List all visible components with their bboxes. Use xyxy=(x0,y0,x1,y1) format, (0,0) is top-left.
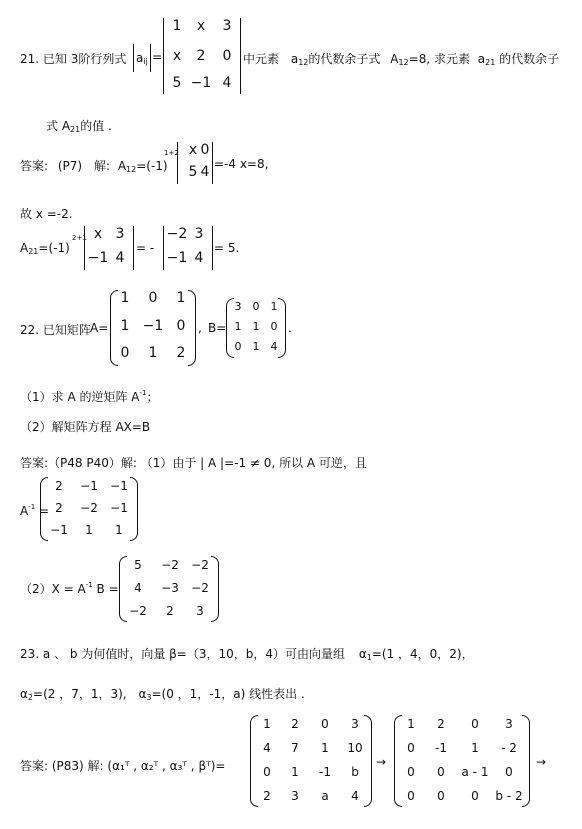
alpha3-symbol: α xyxy=(138,687,147,701)
q23-matrix-2 xyxy=(394,715,530,807)
matrix-cell: −1 xyxy=(110,501,128,515)
q21-eq: = xyxy=(152,50,163,64)
q21-aij-abs xyxy=(133,44,151,72)
det-cell: 4 xyxy=(200,164,210,180)
q22-matrix-B xyxy=(226,298,286,358)
matrix-cell: 0 xyxy=(407,765,415,779)
matrix-cell: 0 xyxy=(263,765,271,779)
matrix-cell: 7 xyxy=(291,741,299,755)
A21-symbol: A xyxy=(20,241,29,255)
matrix-cell: 1 xyxy=(321,741,329,755)
matrix-cell: 2 xyxy=(176,345,186,361)
ans-tail1: =-4 x=8, xyxy=(214,157,269,171)
matrix-cell: 1 xyxy=(291,765,299,779)
matrix-cell: 1 xyxy=(115,523,123,537)
answer-ref: (P7) xyxy=(57,159,83,173)
det-cell: x xyxy=(196,18,206,34)
part1-tail: ； xyxy=(146,390,159,404)
Ainv-A: A xyxy=(20,504,29,518)
alpha1-sub: 1 xyxy=(366,653,372,662)
q21-A21-det1 xyxy=(84,226,134,270)
alpha2-sub: 2 xyxy=(27,693,34,702)
det-cell: 5 xyxy=(188,164,198,180)
matrix-cell: 2 xyxy=(263,789,271,803)
part1-sup: -1 xyxy=(139,389,147,397)
matrix-cell: 0 xyxy=(148,290,158,306)
matrix-cell: −1 xyxy=(110,479,128,493)
q21-determinant xyxy=(163,18,241,94)
matrix-cell: 2 xyxy=(55,479,63,493)
q22-comma: , xyxy=(198,321,202,335)
det-cell: 1 xyxy=(172,18,182,34)
q21-answer xyxy=(20,157,168,174)
q22-B-label: B= xyxy=(208,321,227,335)
det-cell: −1 xyxy=(190,75,212,91)
det-cell: 3 xyxy=(222,18,232,34)
line2-sub: 21 xyxy=(70,125,81,134)
matrix-cell: 1 xyxy=(85,523,93,537)
A21-tail: = 5. xyxy=(214,241,240,255)
matrix-cell: 1 xyxy=(252,320,260,333)
matrix-cell: −2 xyxy=(161,558,179,572)
q23-line2 xyxy=(20,685,305,702)
matrix-cell: b xyxy=(351,765,359,779)
matrix-cell: 0 xyxy=(407,741,415,755)
det-cell: 4 xyxy=(222,75,232,91)
det-cell: 5 xyxy=(172,75,182,91)
det-cell: −1 xyxy=(166,250,188,266)
matrix-cell: 1 xyxy=(176,290,186,306)
Ainv-eq: = xyxy=(35,504,50,518)
aij-sub: ij xyxy=(143,57,148,66)
a21-sub: 21 xyxy=(485,58,496,67)
q21-A21-det2 xyxy=(163,226,213,270)
alpha1-value: =(1 ，4，0，2)， xyxy=(371,647,474,661)
alpha3-sub: 3 xyxy=(146,693,152,702)
matrix-cell: 1 xyxy=(407,717,415,731)
matrix-cell: b - 2 xyxy=(495,789,523,803)
text-zhongyuansu: 中元素 xyxy=(243,52,280,66)
q22-part1 xyxy=(20,388,159,405)
X-sup: -1 xyxy=(85,581,93,589)
q21-A21 xyxy=(20,241,70,256)
matrix-cell: 0 xyxy=(471,789,479,803)
matrix-cell: 3 xyxy=(505,717,513,731)
matrix-cell: 0 xyxy=(252,300,260,313)
matrix-cell: −2 xyxy=(129,604,147,618)
a12-symbol: a xyxy=(290,52,299,66)
alpha3-value: =(0 ，1，-1，a) 线性表出 . xyxy=(151,687,305,701)
matrix-cell: 1 xyxy=(120,318,130,334)
matrix-cell: -1 xyxy=(435,741,447,755)
q23-line1 xyxy=(20,645,474,662)
matrix-cell: 1 xyxy=(148,345,158,361)
matrix-cell: 1 xyxy=(252,340,260,353)
det-cell: 4 xyxy=(115,250,125,266)
answer-jie: 解: xyxy=(93,159,110,173)
matrix-cell: -1 xyxy=(319,765,331,779)
matrix-cell: 0 xyxy=(437,789,445,803)
matrix-cell: −1 xyxy=(142,318,164,334)
a12-sub: 12 xyxy=(298,58,309,67)
matrix-cell: −2 xyxy=(80,501,98,515)
a21-symbol: a xyxy=(477,52,486,66)
part1-text: （1）求 A 的逆矩阵 A xyxy=(20,390,140,404)
matrix-cell: 5 xyxy=(134,558,142,572)
q22-answer: 答案:（P48 P40）解: （1）由于 | A |=-1 ≠ 0, 所以 A 可逆，且 xyxy=(20,456,367,470)
X-label: （2）X = A xyxy=(20,582,86,596)
alpha2-value: =(2 ，7，1，3), xyxy=(33,687,127,701)
matrix-cell: 0 xyxy=(120,345,130,361)
A21-exponent: 2+1 xyxy=(72,234,87,242)
text-daishu: 的代数余子式 xyxy=(308,52,381,66)
q22-matrix-Ainv xyxy=(40,477,138,541)
text-qiu: =8, 求元素 xyxy=(408,52,470,66)
aij-symbol: a xyxy=(136,51,144,65)
matrix-cell: 0 xyxy=(321,717,329,731)
matrix-cell: 4 xyxy=(351,789,359,803)
det-cell: x xyxy=(93,226,103,242)
q23-text1: 23. a 、 b 为何值时，向量 β=（3，10，b，4）可由向量组 xyxy=(20,647,345,661)
matrix-cell: 0 xyxy=(270,320,278,333)
line2-b: 的值 . xyxy=(80,119,112,133)
q22-A-label: A= xyxy=(90,321,109,335)
matrix-cell: 2 xyxy=(166,604,174,618)
X-mid: B = xyxy=(92,582,119,596)
matrix-cell: 2 xyxy=(437,717,445,731)
matrix-cell: 3 xyxy=(234,300,242,313)
q22-X-label xyxy=(20,580,119,597)
matrix-cell: - 2 xyxy=(501,741,517,755)
q22-matrix-A xyxy=(110,290,196,366)
det-cell: −1 xyxy=(87,250,109,266)
det-cell: x xyxy=(188,142,198,158)
arrow-right-icon: → xyxy=(536,755,547,769)
alpha1-symbol: α xyxy=(358,647,367,661)
ans-A12: A xyxy=(117,159,127,173)
matrix-cell: −1 xyxy=(80,479,98,493)
matrix-cell: 0 xyxy=(407,789,415,803)
matrix-cell: 0 xyxy=(437,765,445,779)
arrow-right-icon: → xyxy=(376,755,387,769)
answer-label: 答案: xyxy=(20,159,49,173)
q21-gu: 故 x =-2. xyxy=(20,207,73,221)
det-cell: 0 xyxy=(200,142,210,158)
q21-ans-det xyxy=(177,142,213,184)
matrix-cell: 1 xyxy=(263,717,271,731)
det-cell: 3 xyxy=(115,226,125,242)
matrix-cell: −2 xyxy=(191,558,209,572)
det-cell: −2 xyxy=(166,226,188,242)
matrix-cell: 2 xyxy=(291,717,299,731)
matrix-cell: 1 xyxy=(234,320,242,333)
matrix-cell: 4 xyxy=(263,741,271,755)
line2-a: 式 A xyxy=(46,119,71,133)
q22-prefix: 22. 已知矩阵 xyxy=(20,323,91,337)
matrix-cell: a - 1 xyxy=(461,765,489,779)
matrix-cell: 0 xyxy=(176,318,186,334)
q22-part2: （2）解矩阵方程 AX=B xyxy=(20,420,151,434)
matrix-cell: −3 xyxy=(161,581,179,595)
matrix-cell: 3 xyxy=(291,789,299,803)
matrix-cell: a xyxy=(321,789,329,803)
A12-sub: 12 xyxy=(398,58,409,67)
q22-matrix-X xyxy=(119,556,219,622)
matrix-cell: 0 xyxy=(234,340,242,353)
det-cell: 4 xyxy=(194,250,204,266)
matrix-cell: 4 xyxy=(134,581,142,595)
matrix-cell: 4 xyxy=(270,340,278,353)
matrix-cell: 3 xyxy=(196,604,204,618)
ans-eq1: =(-1) xyxy=(136,159,168,173)
A21-sub: 21 xyxy=(28,247,39,256)
q21-intro xyxy=(20,50,126,67)
q23-ans-vars: α₁ᵀ , α₂ᵀ , α₃ᵀ , βᵀ)= xyxy=(112,759,226,773)
text-daishu2: 的代数余子 xyxy=(499,52,560,66)
A21-eq: =(-1) xyxy=(38,241,70,255)
ans-exponent: 1+2 xyxy=(164,149,179,157)
matrix-cell: 0 xyxy=(471,717,479,731)
matrix-cell: −2 xyxy=(191,581,209,595)
matrix-cell: 0 xyxy=(505,765,513,779)
q23-ans-label: 答案: (P83) 解: ( xyxy=(20,759,113,773)
q23-matrix-1 xyxy=(250,715,372,807)
matrix-cell: −1 xyxy=(50,523,68,537)
matrix-cell: 10 xyxy=(347,741,363,755)
det-cell: 3 xyxy=(194,226,204,242)
q23-answer xyxy=(20,757,225,774)
matrix-cell: 2 xyxy=(55,501,63,515)
det-cell: 2 xyxy=(196,48,206,64)
matrix-cell: 1 xyxy=(270,300,278,313)
q21-line2 xyxy=(46,117,112,134)
q21-prefix: 21. 已知 3阶行列式 xyxy=(20,52,127,66)
q22-B-tail: . xyxy=(288,321,292,335)
q21-suffix xyxy=(243,50,559,67)
Ainv-sup: -1 xyxy=(28,503,36,511)
matrix-cell: 1 xyxy=(471,741,479,755)
det-cell: 0 xyxy=(222,48,232,64)
matrix-cell: 3 xyxy=(351,717,359,731)
ans-A12-sub: 12 xyxy=(126,165,137,174)
A12-symbol: A xyxy=(390,52,399,66)
matrix-cell: 1 xyxy=(120,290,130,306)
det-cell: x xyxy=(172,48,182,64)
A21-mid: = - xyxy=(136,241,155,255)
alpha2-symbol: α xyxy=(20,687,28,701)
